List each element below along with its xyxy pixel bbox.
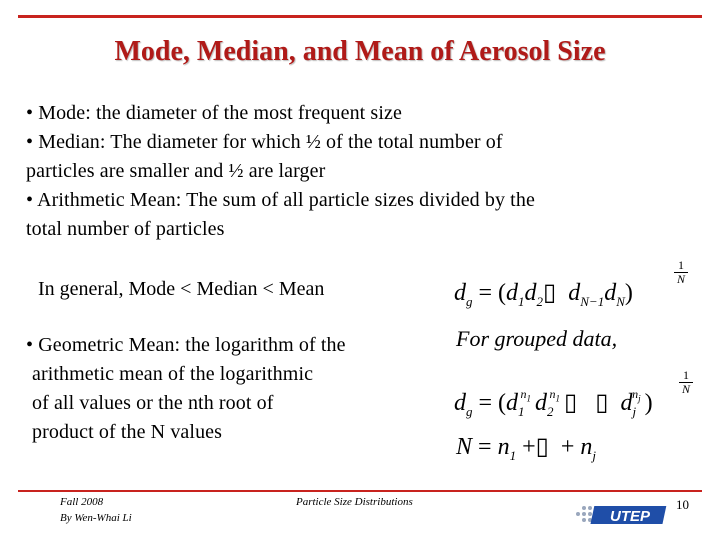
equation-geometric-mean: $d_g$ = ($d_1d_2▯$ $d_{N-1}d_N$) xyxy=(454,280,633,309)
bullet-median-cont: particles are smaller and ½ are larger xyxy=(26,160,326,182)
equation2-lhs: d xyxy=(454,390,466,416)
equation2-lhs-subscript: g xyxy=(466,403,473,419)
footer-topic: Particle Size Distributions xyxy=(296,496,413,508)
equation-exponent: 1 N xyxy=(674,259,688,286)
slide-title: Mode, Median, and Mean of Aerosol Size xyxy=(114,36,606,67)
equation-total-count: $N = n_1$ +▯ + $n_j$ xyxy=(456,434,596,463)
footer-course xyxy=(60,494,132,526)
equation-lhs-subscript: g xyxy=(466,293,473,309)
utep-logo xyxy=(574,498,670,530)
footer-term: Fall 2008 xyxy=(60,496,104,508)
geometric-mean-line-2: arithmetic mean of the logarithmic xyxy=(32,363,314,385)
bullet-mean: • Arithmetic Mean: The sum of all particle sizes divided by the xyxy=(26,189,535,211)
page-number: 10 xyxy=(676,497,689,512)
equation-grouped-geometric-mean: $d_g = (d_1^{n_1}$ $d_2^{n_1}$ ▯ ▯ $d_j^{n_j}$ ) xyxy=(454,387,653,419)
geometric-mean-line-4: product of the N values xyxy=(32,421,223,443)
top-rule xyxy=(18,15,702,18)
bullet-median: • Median: The diameter for which ½ of the total number of xyxy=(26,131,503,153)
bottom-rule xyxy=(18,490,702,492)
equation-lhs: d xyxy=(454,280,466,306)
footer-author: By Wen-Whai Li xyxy=(60,512,132,524)
equation2-exponent: 1 N xyxy=(679,369,693,396)
bullet-mean-cont: total number of particles xyxy=(26,218,225,240)
general-statement: In general, Mode < Median < Mean xyxy=(38,278,325,300)
grouped-data-label: For grouped data, xyxy=(456,326,618,351)
geometric-mean-line-3: of all values or the nth root of xyxy=(32,392,274,414)
bullet-mode: • Mode: the diameter of the most frequent size xyxy=(26,102,402,124)
bullet-geometric-mean: • Geometric Mean: the logarithm of the xyxy=(26,334,346,356)
logo-text: UTEP xyxy=(609,508,651,525)
